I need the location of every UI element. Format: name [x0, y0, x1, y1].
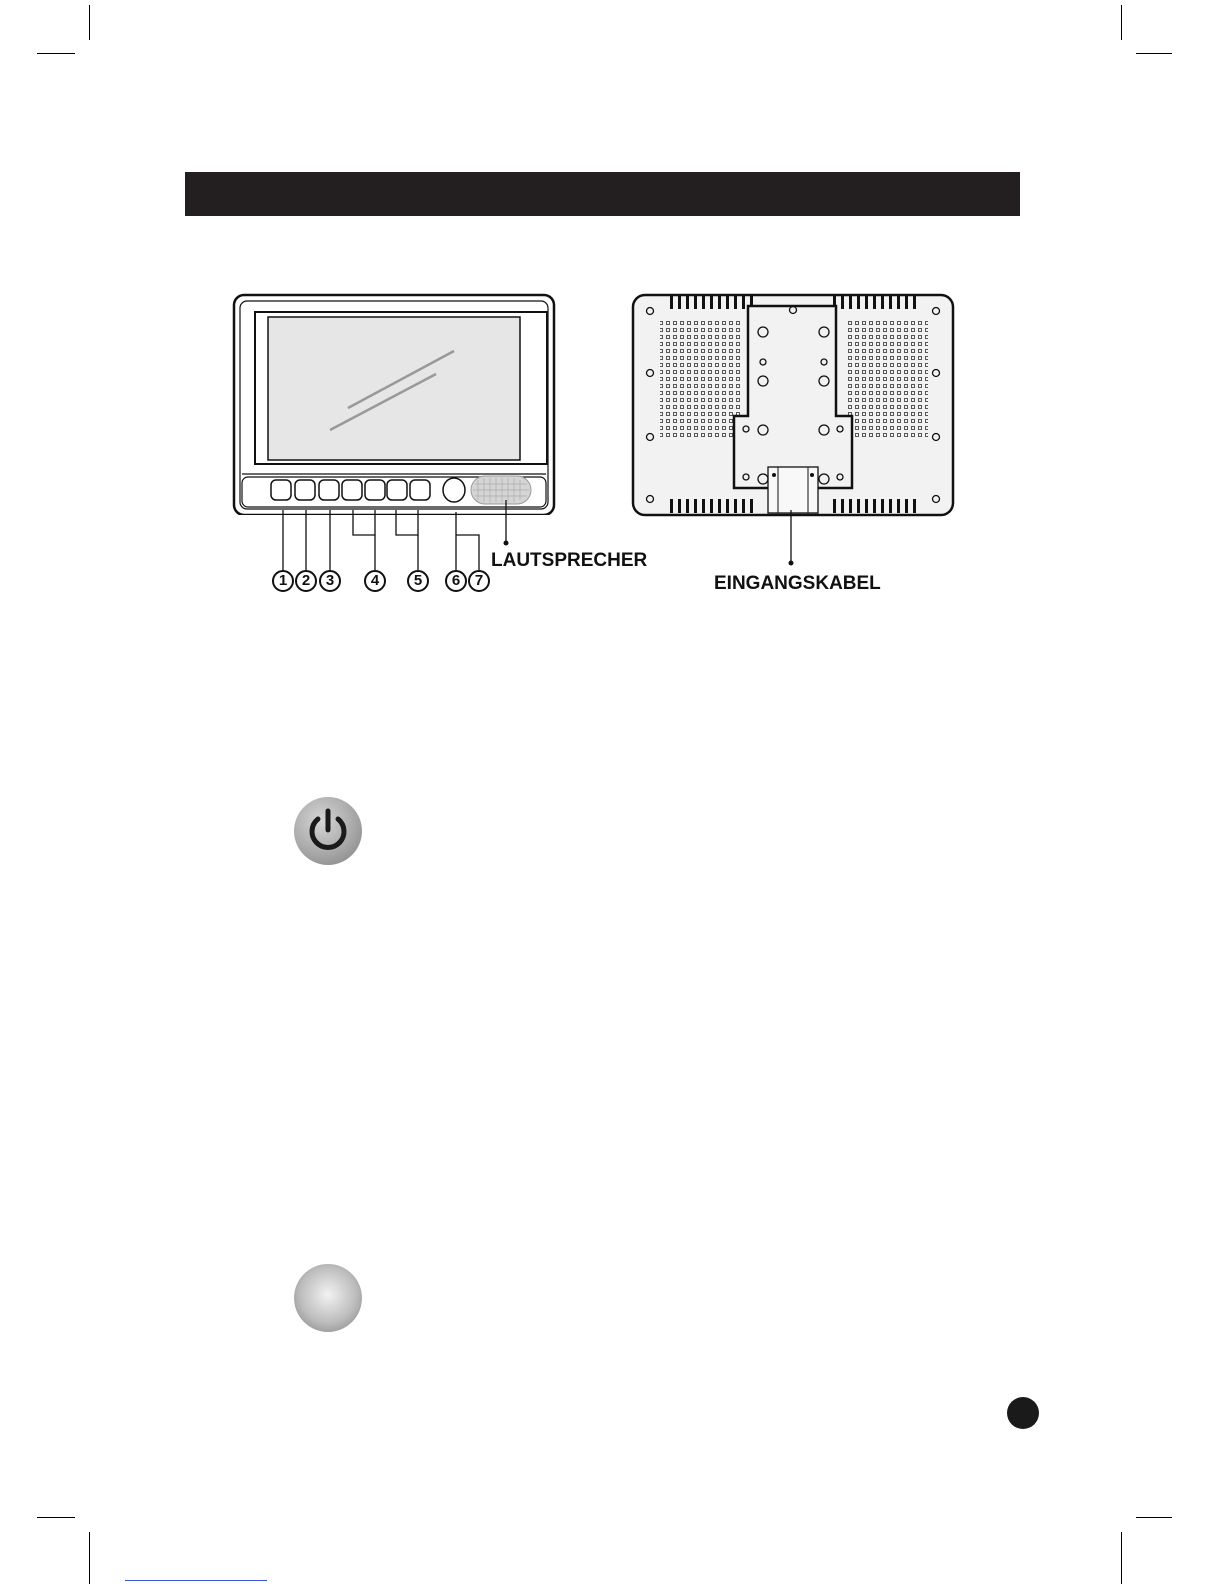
- crop-mark-bottom-left-h: [37, 1517, 75, 1518]
- callout-number-1: 1: [272, 570, 294, 592]
- crop-mark-bottom-right-v: [1121, 1532, 1122, 1584]
- crop-mark-top-right-v: [1121, 5, 1122, 40]
- blank-round-button-graphic: [294, 1264, 362, 1332]
- monitor-rear-illustration: [630, 292, 956, 518]
- crop-mark-bottom-left-v: [89, 1532, 90, 1584]
- page-number-dot: [1007, 1397, 1039, 1429]
- monitor-front-illustration: [228, 290, 563, 515]
- section-header-bar: [185, 172, 1020, 216]
- rear-leader-line: [786, 510, 796, 566]
- callout-number-6: 6: [445, 570, 467, 592]
- power-button-graphic: [294, 797, 362, 865]
- power-icon: [294, 797, 362, 865]
- footer-link-underline[interactable]: [125, 1580, 267, 1581]
- callout-number-4: 4: [364, 570, 386, 592]
- callout-number-7: 7: [468, 570, 490, 592]
- callout-number-3: 3: [319, 570, 341, 592]
- callout-number-2: 2: [295, 570, 317, 592]
- crop-mark-top-left-v: [89, 5, 90, 40]
- crop-mark-top-left-h: [37, 53, 75, 54]
- input-cable-label: EINGANGSKABEL: [714, 573, 881, 594]
- crop-mark-bottom-right-h: [1136, 1517, 1172, 1518]
- crop-mark-top-right-h: [1136, 53, 1172, 54]
- callout-number-5: 5: [407, 570, 429, 592]
- speaker-label: LAUTSPRECHER: [491, 550, 648, 571]
